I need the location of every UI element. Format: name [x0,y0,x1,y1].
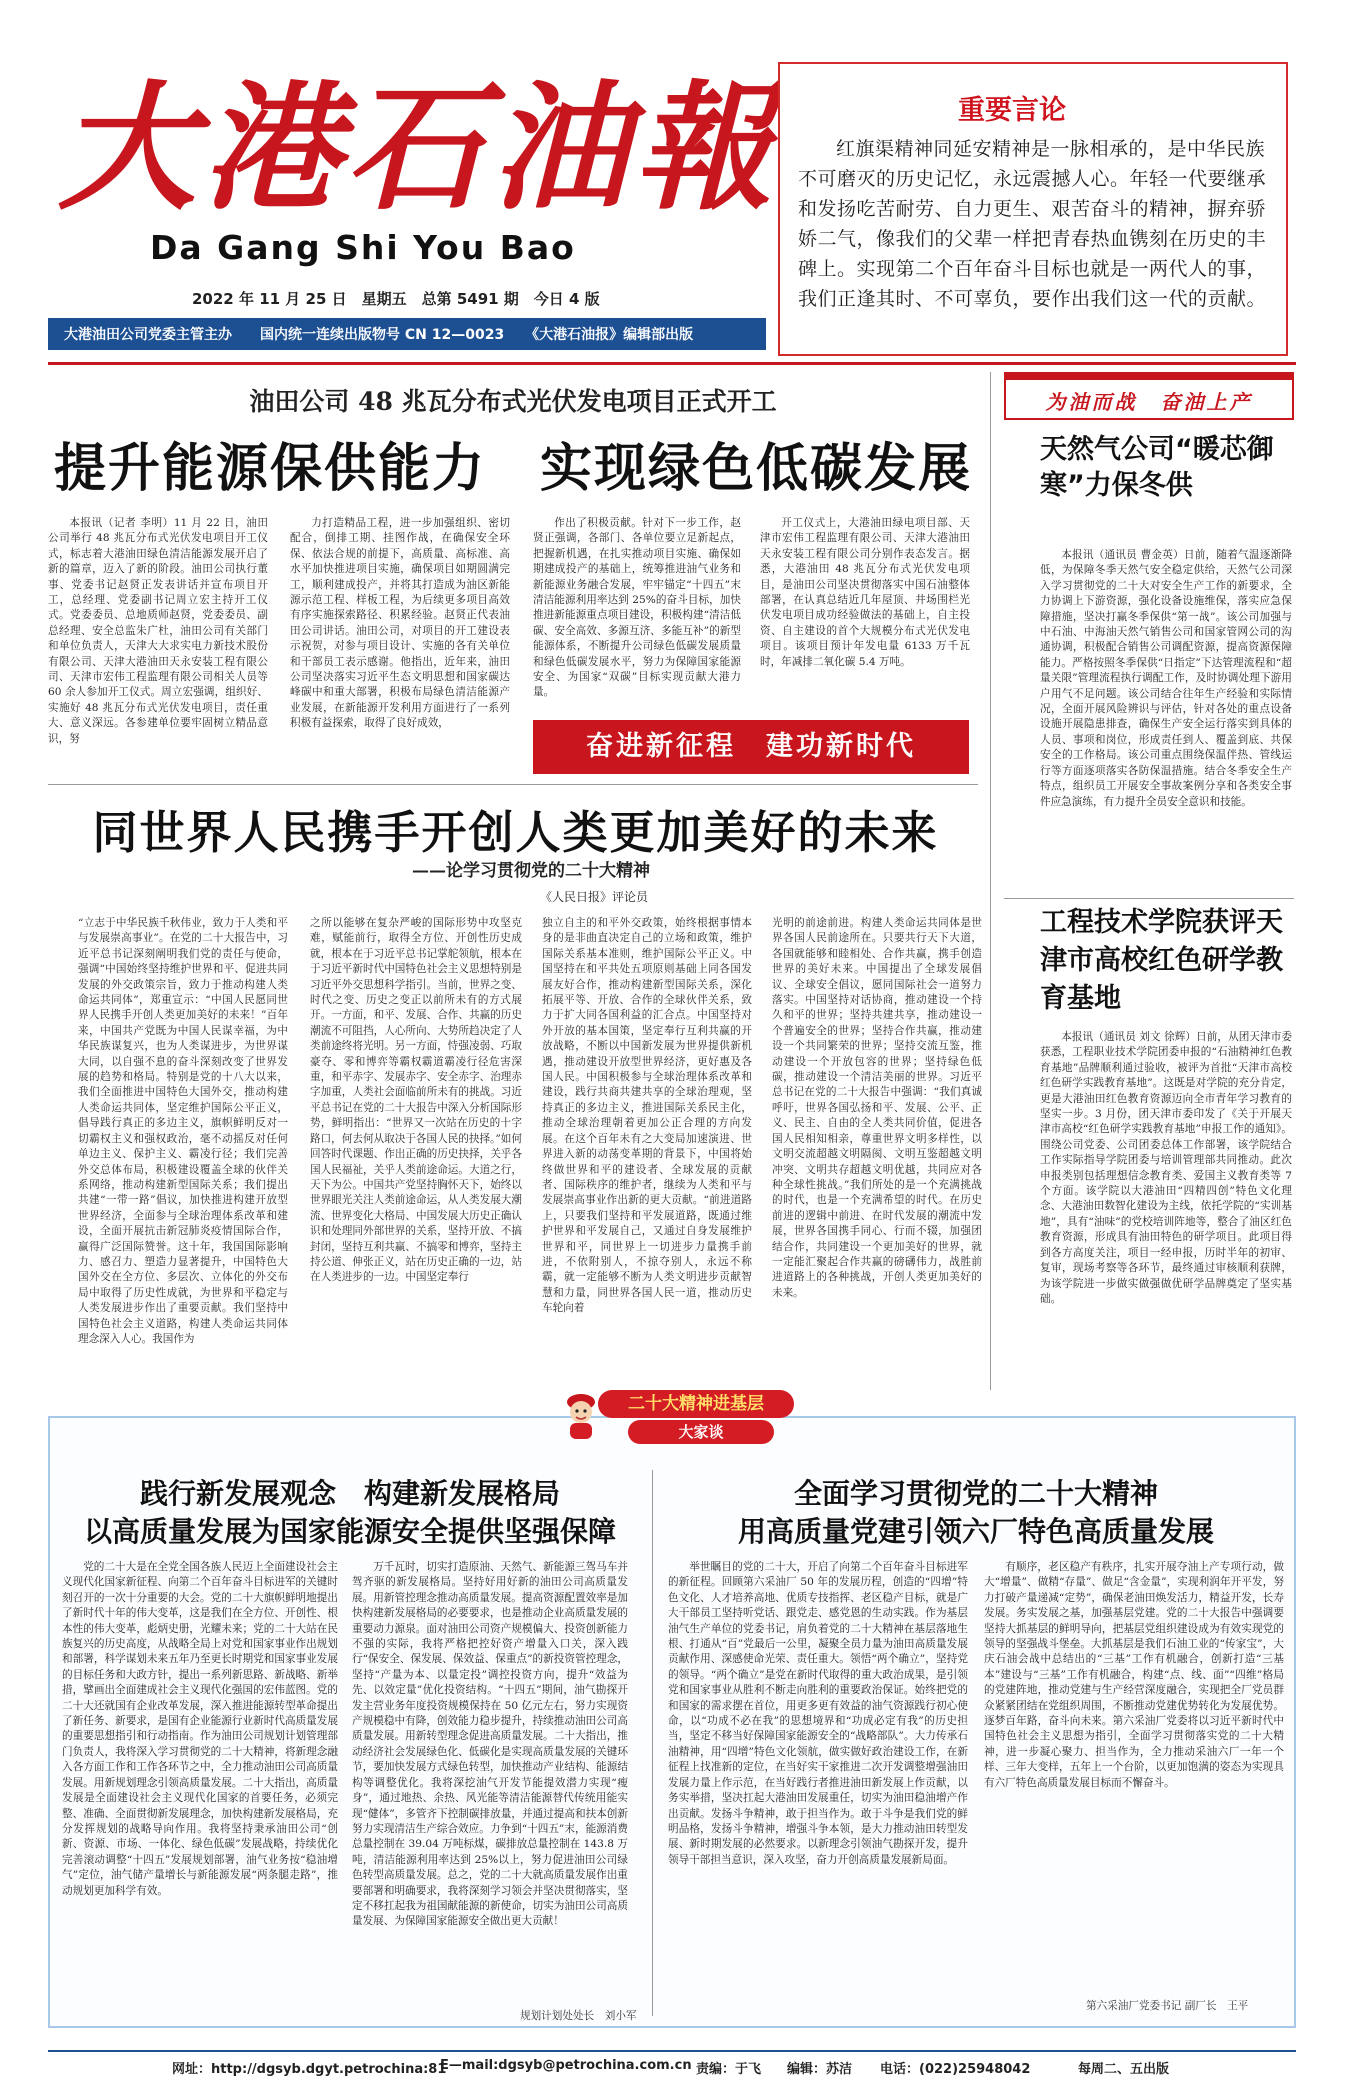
masthead-title: 大港石油報 [58,66,779,229]
footer-website: 网址：http://dgsyb.dgyt.petrochina:81 [172,2062,447,2077]
lead-subtitle: 油田公司 48 兆瓦分布式光伏发电项目正式开工 [249,387,777,416]
key-statement-heading: 重要言论 [958,95,1066,126]
footer-phone: 电话：(022)25948042 [880,2062,1031,2077]
bottom-right-headline-1: 全面学习贯彻党的二十大精神 [793,1477,1158,1510]
bottom-right-column-2: 有顺序，老区稳产有秩序，扎实开展夺油上产专项行动，做大“增量”、做精“存量”、做足“含金量”，实现利润年开平发，努力打破产量递减“定势”，确保老油田焕发活力，精益开发，长寿发展。务实发展之基，加强基层党建。党的二十大报告中强调要坚持大抓基层的鲜明导向，把基层党组织建设成为有效实现党的领导的坚强战斗堡垒。大抓基层是我们石油工业的“传家宝”，大庆石油会战中总结出的“三基”工作有机融合，创新打造“三基本”建设与“三基”工作有机融合，构建“点、线、面”“四维”格局的党建阵地，推动党建与生产经营深度融合，实现把全厂党员群众紧紧团结在党组织周围，不断推动党建优势转化为发展优势。逐梦百年路，奋斗向未来。第六采油厂党委将以习近平新时代中国特色社会主义思想为指引，全面学习贯彻落实党的二十大精神，进一步凝心聚力、担当作为，全力推动采油六厂一年一个样、三年大变样，五年上一个台阶，以更加饱满的姿态为实现具有六厂特色高质量发展目标而不懈奋斗。 [984,1561,1284,1789]
section-badge-bottom: 大家谈 [628,1420,774,1444]
engineering-college-body: 本报讯（通讯员 刘文 徐辉）日前，从团天津市委获悉，工程职业技术学院团委申报的“石油精神红色教育基地”品牌顺利通过验收，被评为首批“天津市高校红色研学实践教育基地”。这既是对学院的充分肯定，更是大港油田红色教育资源迈向全市青年学习教育的坚实一步。3 月份，团天津市委印发了《关于开展天津市高校“红色研学实践教育基地”申报工作的通知》。围绕公司党委、公司团委总体工作部署，该学院结合工作实际指导学院团委与培训管理部共同推动。此次申报类别包括理想信念教育类、爱国主义教育类等 7 个方面。该学院以大港油田“四精四创”特色文化理念、大港油田数智化建设为主线，依托学院的“实训基地”，具有“油味”的党校培训阵地等，整合了油区红色教育资源，形成具有油田特色的研学项目。此项目得到各方高度关注，项目一经申报，历时半年的初审、复审，现场考察等各环节，最终通过审核顺利获牌，为该学院进一步做实做强做优研学品牌奠定了坚实基础。 [1040,1031,1292,1305]
commentary-column-4: 光明的前途前进。构建人类命运共同体是世界各国人民前途所在。只要共行天下大道，各国就能够和睦相处、合作共赢，携手创造世界的美好未来。中国提出了全球发展倡议、全球安全倡议，愿同国际社会一道努力落实。中国坚持对话协商，推动建设一个持久和平的世界；坚持共建共享，推动建设一个普遍安全的世界；坚持合作共赢，推动建设一个共同繁荣的世界；坚持交流互鉴，推动建设一个开放包容的世界；坚持绿色低碳，推动建设一个清洁美丽的世界。习近平总书记在党的二十大报告中强调：“我们真诚呼吁，世界各国弘扬和平、发展、公平、正义、民主、自由的全人类共同价值，促进各国人民相知相亲，尊重世界文明多样性，以文明交流超越文明隔阂、文明互鉴超越文明冲突、文明共存超越文明优越，共同应对各种全球性挑战。”我们所处的是一个充满挑战的时代，也是一个充满希望的时代。在历史前进的逻辑中前进、在时代发展的潮流中发展，世界各国携手同心、行而不辍，加强团结合作，共同建设一个更加美好的世界，就一定能汇聚起合作共赢的磅礴伟力，战胜前进道路上的各种挑战，开创人类更加美好的未来。 [772,917,982,1299]
commentary-headline: 同世界人民携手开创人类更加美好的未来 [92,806,939,859]
issue-info: 2022 年 11 月 25 日 星期五 总第 5491 期 今日 4 版 [192,290,600,308]
commentary-column-1: “立志于中华民族千秋伟业，致力于人类和平与发展崇高事业”。在党的二十大报告中，习近平总书记深刻阐明我们党的责任与使命，强调“中国始终坚持维护世界和平、促进共同发展的外交政策宗旨，致力于推动构建人类命运共同体”，郑重宣示：“中国人民愿同世界人民携手开创人类更加美好的未来！”百年来，中国共产党既为中国人民谋幸福，为中华民族谋复兴，也为人类谋进步，为世界谋大同，以自强不息的奋斗深刻改变了世界发展的趋势和格局。特别是党的十八大以来，我们全面推进中国特色大国外交，推动构建人类命运共同体，坚定维护国际公平正义，倡导践行真正的多边主义，旗帜鲜明反对一切霸权主义和强权政治，毫不动摇反对任何单边主义、保护主义、霸凌行径；我们完善外交总体布局，积极建设覆盖全球的伙伴关系网络，推动构建新型国际关系；我们提出共建“一带一路”倡议，加快推进构建开放型世界经济，全面参与全球治理体系改革和建设，全面开展抗击新冠肺炎疫情国际合作，赢得广泛国际赞誉。这十年，我国国际影响力、感召力、塑造力显著提升，中国特色大国外交在全方位、多层次、立体化的外交布局中取得了历史性成就，为世界和平稳定与人类发展进步作出了重要贡献。我们坚持中国特色社会主义道路，构建人类命运共同体理念深入人心。我国作为 [78,917,288,1345]
bottom-left-column-2: 万千瓦时，切实打造原油、天然气、新能源三驾马车并驾齐驱的新发展格局。坚持好用好新的油田公司高质量发展。用新管控理念推动高质量发展。提高资源配置效率是加快构建新发展格局的必要要求，也是推动企业高质量发展的重要动力源泉。面对油田公司资产规模偏大、投资创新能力不强的实际，我将严格把控好资产增量入口关，深入践行“保安全、保发展、保效益、保重点”的新投资管控理念，坚持“产量为本、以量定投”调控投资方向，提升“效益为先、以效定量”优化投资结构。“十四五”期间，油气勘探开发主营业务年度投资规模保持在 50 亿元左右，努力实现资产规模稳中有降，创效能力稳步提升，持续推动油田公司高质量发展。用新转型理念促进高质量发展。二十大指出，推动经济社会发展绿色化、低碳化是实现高质量发展的关键环节，要加快发展方式绿色转型，加快推动产业结构、能源结构等调整优化。我将深挖油气开发节能提效潜力实现“瘦身”，通过地热、余热、风光能等清洁能源替代传统用能实现“健体”，多管齐下控制碳排放量，并通过提高和扶本创新努力实现清洁生产综合效应。力争到“十四五”末，能源消费总量控制在 39.04 万吨标煤，碳排放总量控制在 143.8 万吨，清洁能源利用率达到 25%以上，努力促进油田公司绿色转型高质量发展。总之，党的二十大就高质量发展作出重要部署和明确要求，我将深刻学习领会并坚决贯彻落实，坚定不移扛起我为祖国献能源的新使命，切实为油田公司高质量发展、为保障国家能源安全做出更大贡献！ [352,1561,628,1928]
bottom-left-column-1: 党的二十大是在全党全国各族人民迈上全面建设社会主义现代化国家新征程、向第二个百年奋斗目标进军的关键时刻召开的一次十分重要的大会。党的二十大旗帜鲜明地提出了新时代十年的伟大变革，这是我们在全方位、开创性、根本性的伟大变革，彪炳史册，光耀未来；党的二十大站在民族复兴的历史高度，从战略全局上对党和国家事业作出规划和部署，科学谋划未来五年乃至更长时期党和国家事业发展的目标任务和大政方针，提出一系列新思路、新战略、新举措，擘画出全面建成社会主义现代化强国的宏伟蓝图。党的二十大还就国有企业改革发展，深入推进能源转型革命提出了新任务、新要求，是国有企业能源行业新时代高质量发展的重要思想指引和行动指南。作为油田公司规划计划管理部门负责人，我将深入学习贯彻党的二十大精神，将新理念融入各方面工作和工作各环节之中，全力推动油田公司高质量发展。用新规划理念引领高质量发展。二十大指出，高质量发展是全面建设社会主义现代化国家的首要任务，必须完整、准确、全面贯彻新发展理念，加快构建新发展格局，充分发挥规划的战略导向作用。我将坚持秉承油田公司“创新、资源、市场、一体化、绿色低碳”发展战略，持续优化完善滚动调整“十四五”发展规划部署，油气业务按“稳油增气”定位，油气储产量增长与新能源发展“两条腿走路”，推动规划更加科学有效。 [62,1561,338,1897]
right-column-divider [990,372,991,1390]
publisher-band-text: 大港油田公司党委主管主办 国内统一连续出版物号 CN 12—0023 《大港石油报》编辑部出版 [64,327,694,343]
right-column-banner-text: 为油而战 奋油上产 [1045,390,1253,414]
gas-company-body: 本报讯（通讯员 曹金英）日前，随着气温逐渐降低，为保障冬季天然气安全稳定供给，天然气公司深入学习贯彻党的二十大对安全生产工作的新要求，全力协调上下游资源，强化设备设施维保，落实应急保障措施，坚决打赢冬季保供“第一战”。该公司加强与中石油、中海油天然气销售公司和国家管网公司的沟通协调，积极配合销售公司调配资源，提高资源保障能力。严格按照冬季保供“日指定”下达管理流程和“超量关限”管理流程执行调配工作，及时协调处理下游用户用气不足问题。该公司结合往年生产经验和实际情况，全面开展风险辨识与评估，针对各处的重点设备设施开展隐患排查，确保生产安全运行落实到具体的人员、事项和岗位，形成责任到人、覆盖到底、共保安全的工作格局。该公司重点围绕保温伴热、管线运行等方面逐项落实各防保温措施。结合冬季安全生产特点，组织员工开展安全事故案例分享和各类安全事件应急演练，有力提升全员安全意识和技能。 [1040,549,1292,808]
key-statement-body: 红旗渠精神同延安精神是一脉相承的，是中华民族不可磨灭的历史记忆，永远震撼人心。年轻一代要继承和发扬吃苦耐劳、自力更生、艰苦奋斗的精神，摒弃骄娇二气，像我们的父辈一样把青春热血镌刻在历史的丰碑上。实现第二个百年奋斗目标也就是一两代人的事，我们正逢其时、不可辜负，要作出我们这一代的贡献。 [798,138,1267,310]
bottom-left-headline-1: 践行新发展观念 构建新发展格局 [139,1477,560,1510]
lead-column-3: 作出了积极贡献。针对下一步工作，赵贤正强调，各部门、各单位要立足新起点，把握新机遇，在扎实推动项目实施、确保如期建成投产的基础上，统筹推进油气业务和新能源业务融合发展，牢牢锚定“十四五”末清洁能源利用率达到 25%的奋斗目标，加快推进新能源重点项目建设，积极构建“清洁低碳、安全高效、多源互济、多能互补”的新型能源体系，不断提升公司绿色低碳发展质量和绿色低碳发展水平，努力为保障国家能源安全、为国家“双碳”目标实现贡献大港力量。 [533,517,741,699]
masthead-divider [48,362,1296,365]
masthead-pinyin: Da Gang Shi You Bao [150,228,576,267]
section-badge-top: 二十大精神进基层 [598,1390,794,1418]
bottom-right-headline-2: 用高质量党建引领六厂特色高质量发展 [737,1515,1214,1548]
bottom-left-headline-2: 以高质量发展为国家能源安全提供坚强保障 [83,1515,616,1548]
bottom-right-signature: 第六采油厂党委书记 副厂长 王平 [1086,2000,1249,2012]
engineering-college-headline: 工程技术学院获评天津市高校红色研学教育基地 [1040,907,1283,1014]
footer-rule [48,2050,1296,2052]
lead-headline: 提升能源保供能力 实现绿色低碳发展 [53,439,972,499]
bottom-divider [652,1470,653,2016]
commentary-column-3: 独立自主的和平外交政策，始终根据事情本身的是非曲直决定自己的立场和政策，维护国际关系基本准则，维护国际公平正义。中国坚持在和平共处五项原则基础上同各国发展友好合作，推动构建新型国际关系，深化拓展平等、开放、合作的全球伙伴关系，致力于扩大同各国利益的汇合点。中国坚持对外开放的基本国策，坚定奉行互利共赢的开放战略，不断以中国新发展为世界提供新机遇，推动建设开放型世界经济，更好惠及各国人民。中国积极参与全球治理体系改革和建设，践行共商共建共享的全球治理观，坚持真正的多边主义，推进国际关系民主化，推动全球治理朝着更加公正合理的方向发展。在这个百年未有之大变局加速演进、世界进入新的动荡变革期的背景下，中国将始终做世界和平的建设者、全球发展的贡献者、国际秩序的维护者，继续为人类和平与发展崇高事业作出新的更大贡献。“前进道路上，只要我们坚持和平发展道路，既通过维护世界和平发展自己，又通过自身发展维护世界和平，同世界上一切进步力量携手前进，不依附别人，不掠夺别人，永远不称霸，就一定能够不断为人类文明进步贡献智慧和力量，同世界各国人民一道，推动历史车轮向着 [542,917,752,1315]
lead-column-4: 开工仪式上，大港油田绿电项目部、天津市宏伟工程监理有限公司、天津大港油田天永安装工程有限公司分别作表态发言。据悉，大港油田 48 兆瓦分布式光伏发电项目，是油田公司坚决贯彻落实中国石油整体部署，在认真总结近几年屋顶、井场围栏光伏发电项目成功经验做法的基础上，自主投资、自主建设的首个大规模分布式光伏发电项目。该项目预计年发电量 6133 万千瓦时，年减排二氧化碳 5.4 万吨。 [760,517,970,668]
bottom-right-column-1: 举世瞩目的党的二十大，开启了向第二个百年奋斗目标进军的新征程。回顾第六采油厂 50 年的发展历程，创造的“四增”特色文化、人才培养高地、优质专技指挥、老区稳产目标，就是广大干部员工坚持听党话、跟党走、感党恩的生动实践。作为基层油气生产单位的党委书记，肩负着党的二十大精神在基层落地生根、打通从“百”党最后一公里，凝聚全员力量为油田高质量发展贡献作用、深感使命光荣、责任重大。领悟“两个确立”，坚持党的领导。“两个确立”是党在新时代取得的重大政治成果，是引领党和国家事业从胜利不断走向胜利的重要政治保证。始终把党的和国家的需求摆在首位，用更多更有效益的油气资源践行初心使命，以“功成不必在我”的思想境界和“功成必定有我”的历史担当，坚定不移当好保障国家能源安全的“战略部队”。大力传承石油精神，用“四增”特色文化领航，做实做好政治建设工作，在新征程上找准新的定位，在当好实干家推进二次开发调整增强油田发展力量上作示范，在当好践行者推进油田新发展上作贡献，以务实举措，坚决扛起大港油田发展重任，切实为油田稳油增产作出贡献。发扬斗争精神，敢于担当作为。敢于斗争是我们党的鲜明品格，发扬斗争精神，增强斗争本领，是大力推动油田转型发展、新时期发展的必然要求。以新理念引领油气勘探开发，提升领导干部担当意识，深入攻坚，奋力开创高质量发展新局面。 [668,1561,968,1866]
bottom-left-signature: 规划计划处处长 刘小军 [520,2010,637,2022]
footer-schedule: 每周二、五出版 [1078,2062,1170,2077]
commentary-source: 《人民日报》评论员 [540,890,649,904]
right-article-divider [1004,898,1294,899]
footer-email: E—mail:dgsyb@petrochina.com.cn [440,2058,692,2073]
lead-column-2: 力打造精品工程，进一步加强组织、密切配合，倒排工期、挂图作战，在确保安全环保、依法合规的前提下，高质量、高标准、高水平加快推进项目实施，确保项目如期圆满完工，顺利建成投产，并将其打造成为油区新能源示范工程、样板工程，为后续更多项目高效有序实施探索路径、积累经验。赵贤正代表油田公司讲话。油田公司，对项目的开工建设表示祝贺，对参与项目设计、实施的各有关单位和干部员工表示感谢。他指出，近年来，油田公司坚决落实习近平生态文明思想和国家碳达峰碳中和重大部署，积极布局绿色清洁能源产业发展，在新能源开发利用方面进行了一系列积极有益探索，取得了良好成效， [290,517,510,730]
commentary-column-2: 之所以能够在复杂严峻的国际形势中攻坚克难，赋能前行，取得全方位、开创性历史成就，根本在于习近平总书记掌舵领航，根本在于习近平新时代中国特色社会主义思想特别是习近平外交思想科学指引。当前，世界之变、时代之变、历史之变正以前所未有的方式展开。一方面，和平、发展、合作、共赢的历史潮流不可阻挡，人心所向、大势所趋决定了人类前途终将光明。另一方面，恃强凌弱、巧取豪夺、零和博弈等霸权霸道霸凌行径危害深重，和平赤字、发展赤字、安全赤字、治理赤字加重，人类社会面临前所未有的挑战。习近平总书记在党的二十大报告中深入分析国际形势，鲜明指出：“世界又一次站在历史的十字路口，何去何从取决于各国人民的抉择。”如何回答时代课题、作出正确的历史抉择，关乎各国人民福祉，关乎人类前途命运。大道之行，天下为公。中国共产党坚持胸怀天下，始终以世界眼光关注人类前途命运，从人类发展大潮流、世界变化大格局、中国发展大历史正确认识和处理同外部世界的关系，坚持开放、不搞封闭，坚持互利共赢、不搞零和博弈，坚持主持公道、伸张正义，站在历史正确的一边，站在人类进步的一边。中国坚定奉行 [310,917,522,1284]
new-era-banner: 奋进新征程 建功新时代 [533,720,969,774]
cartoon-figure-icon [560,1388,602,1440]
lead-column-1: 本报讯（记者 李明）11 月 22 日，油田公司举行 48 兆瓦分布式光伏发电项目开工仪式，标志着大港油田绿色清洁能源发展开启了新的篇章，迈入了新的阶段。油田公司执行董事、党委书记赵贤正发表讲话并宣布项目开工，总经理、党委副书记周立宏主持开工仪式。党委委员、总地质师赵贤，党委委员、副总经理、安全总监朱广杜，油田公司有关部门和单位负责人，天津大大求实电力新技术股份有限公司、天津大港油田天永安装工程有限公司、天津市宏伟工程监理有限公司相关人员等 60 余人参加开工仪式。周立宏强调，组织好、实施好 48 兆瓦分布式光伏发电项目，责任重大、意义深远。各参建单位要牢固树立精品意识，努 [48,517,268,745]
commentary-subtitle: ——论学习贯彻党的二十大精神 [412,861,650,881]
gas-company-headline: 天然气公司“暖芯御寒”力保冬供 [1040,434,1274,501]
footer-editors: 责编：于飞 编辑：苏洁 [696,2062,853,2077]
commentary-top-divider [48,784,978,785]
